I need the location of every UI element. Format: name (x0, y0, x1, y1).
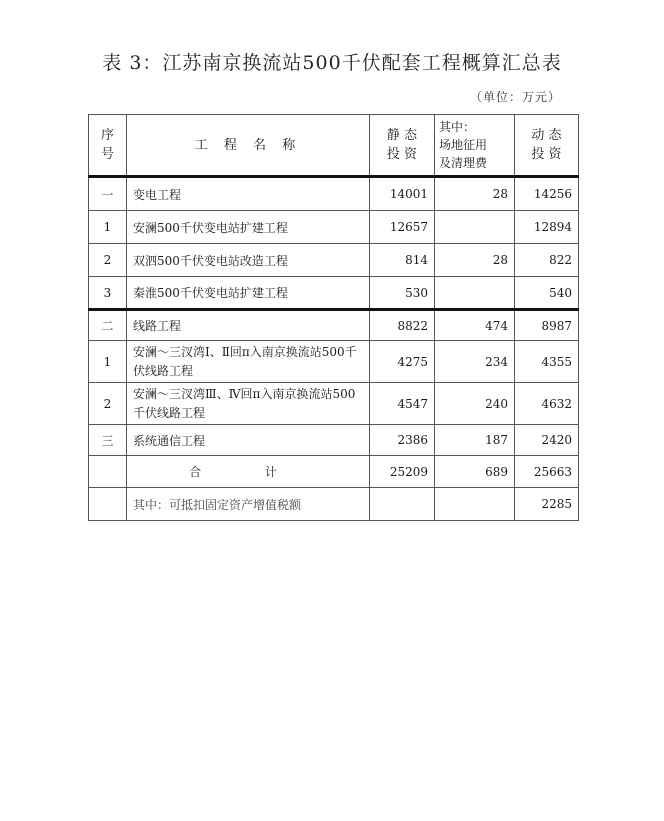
row-land: 474 (435, 310, 515, 341)
row-static: 14001 (370, 177, 435, 211)
table-row (89, 177, 579, 211)
row-index: 3 (89, 277, 127, 310)
row-static: 8822 (370, 310, 435, 341)
row-static: 530 (370, 277, 435, 310)
table-row (89, 244, 579, 277)
table-row (89, 341, 579, 383)
row-land (435, 277, 515, 310)
row-static: 25209 (370, 456, 435, 488)
header-index: 序 号 (89, 115, 127, 177)
row-land (435, 211, 515, 244)
table-row (89, 456, 579, 488)
header-dynamic-investment: 动 态 投 资 (515, 115, 579, 177)
table-row (89, 425, 579, 456)
row-dynamic: 12894 (515, 211, 579, 244)
row-dynamic: 4632 (515, 383, 579, 425)
row-static: 12657 (370, 211, 435, 244)
row-index (89, 488, 127, 521)
row-land: 187 (435, 425, 515, 456)
row-name: 安澜～三汊湾Ⅲ、Ⅳ回π入南京换流站500千伏线路工程 (127, 383, 370, 425)
table-row (89, 383, 579, 425)
row-index: 一 (89, 177, 127, 211)
row-name: 变电工程 (127, 177, 370, 211)
row-static: 4275 (370, 341, 435, 383)
row-index (89, 456, 127, 488)
row-name: 安澜～三汊湾Ⅰ、Ⅱ回π入南京换流站500千伏线路工程 (127, 341, 370, 383)
row-name: 其中：可抵扣固定资产增值税额 (127, 488, 370, 521)
table-row (89, 310, 579, 341)
row-dynamic: 2420 (515, 425, 579, 456)
row-name: 秦淮500千伏变电站扩建工程 (127, 277, 370, 310)
row-name: 线路工程 (127, 310, 370, 341)
row-dynamic: 14256 (515, 177, 579, 211)
header-static-investment: 静 态 投 资 (370, 115, 435, 177)
row-static: 2386 (370, 425, 435, 456)
row-static: 814 (370, 244, 435, 277)
row-dynamic: 822 (515, 244, 579, 277)
row-name: 双泗500千伏变电站改造工程 (127, 244, 370, 277)
row-index: 2 (89, 244, 127, 277)
row-land: 689 (435, 456, 515, 488)
row-static: 4547 (370, 383, 435, 425)
row-index: 三 (89, 425, 127, 456)
row-name: 安澜500千伏变电站扩建工程 (127, 211, 370, 244)
row-dynamic: 8987 (515, 310, 579, 341)
row-dynamic: 4355 (515, 341, 579, 383)
unit-note: （单位：万元） (470, 90, 562, 104)
budget-summary-table (88, 114, 579, 521)
row-index: 二 (89, 310, 127, 341)
table-row (89, 211, 579, 244)
table-header-row (89, 115, 579, 177)
row-index: 2 (89, 383, 127, 425)
row-land (435, 488, 515, 521)
row-land: 234 (435, 341, 515, 383)
row-name: 合 计 (127, 456, 370, 488)
row-index: 1 (89, 211, 127, 244)
row-land: 28 (435, 244, 515, 277)
row-land: 28 (435, 177, 515, 211)
row-static (370, 488, 435, 521)
row-name: 系统通信工程 (127, 425, 370, 456)
header-project-name: 工 程 名 称 (127, 115, 370, 177)
table-row (89, 488, 579, 521)
row-dynamic: 540 (515, 277, 579, 310)
table-row (89, 277, 579, 310)
row-land: 240 (435, 383, 515, 425)
row-dynamic: 25663 (515, 456, 579, 488)
page-title: 表 3：江苏南京换流站500千伏配套工程概算汇总表 (102, 52, 562, 74)
row-index: 1 (89, 341, 127, 383)
header-land-cost: 其中： 场地征用 及清理费 (435, 115, 515, 177)
row-dynamic: 2285 (515, 488, 579, 521)
